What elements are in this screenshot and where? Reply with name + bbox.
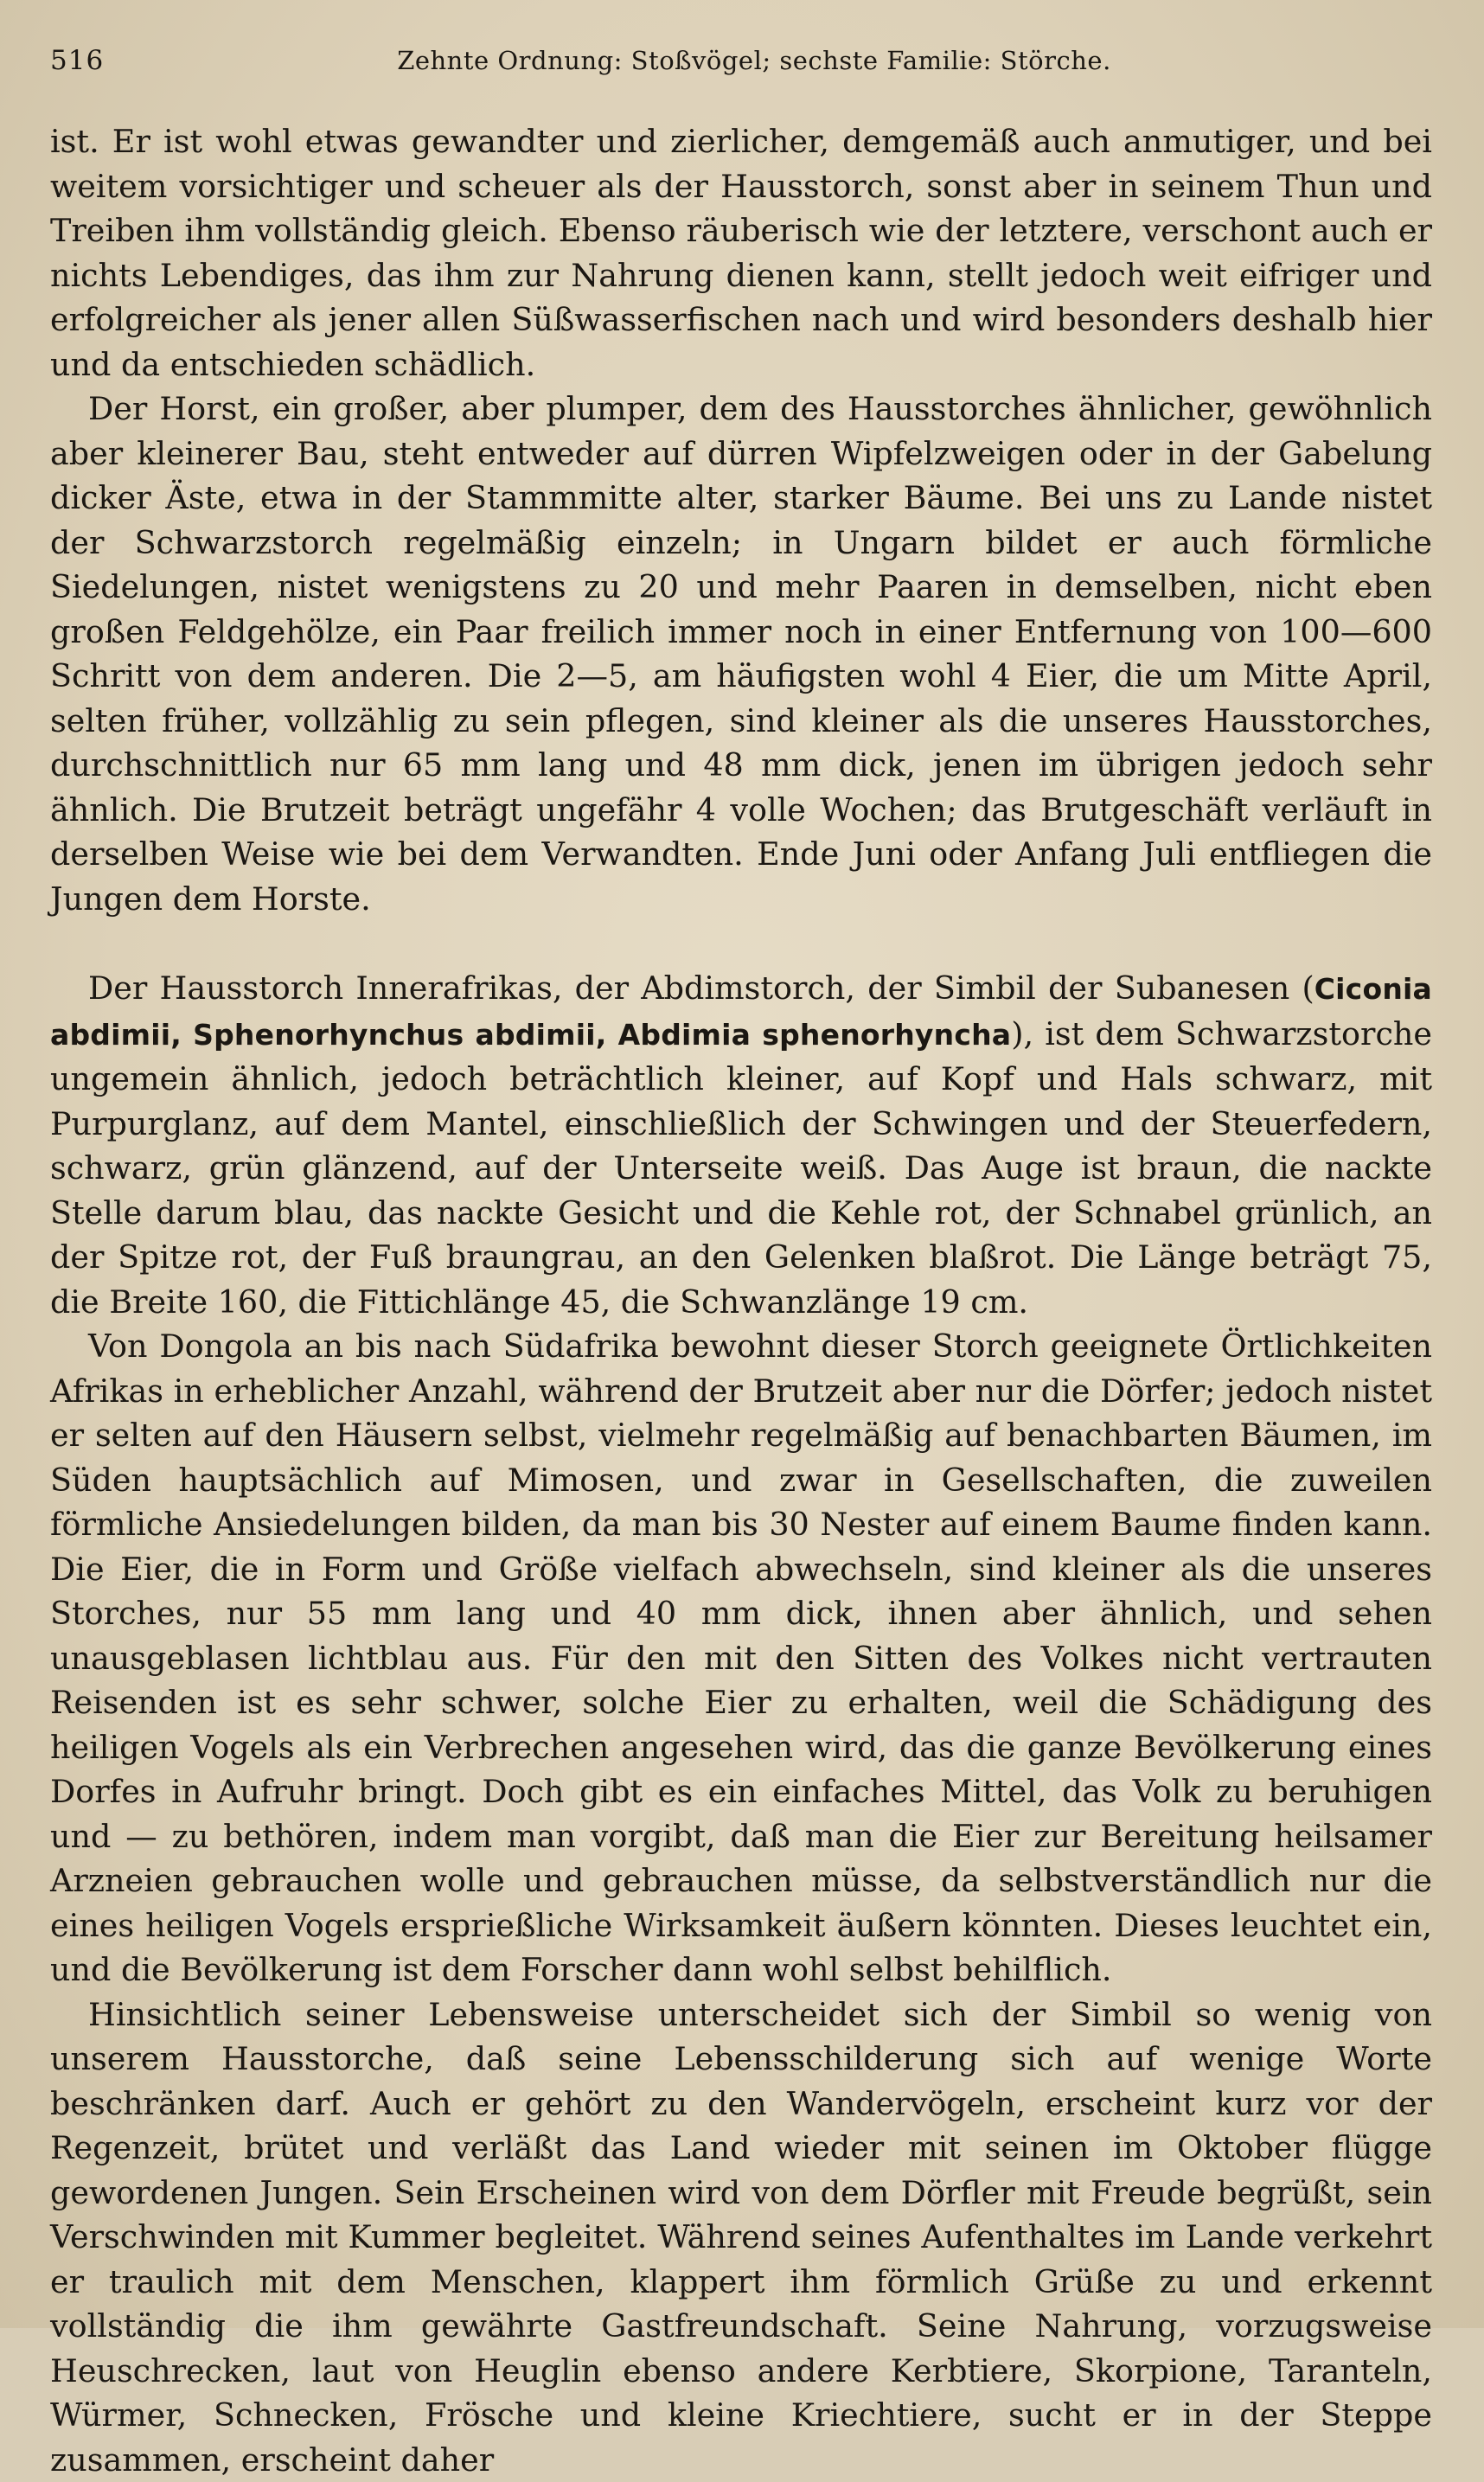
text-segment: ), ist dem Schwarzstorche ungemein ähnlich, jedoch beträchtlich kleiner, auf Kopf und Hals schwarz, mit Purpurglanz, auf dem Mantel, einschließlich der Schwingen und der Steuerfedern, schwarz, grün glänzend, auf der Unterseite weiß. Das Auge ist braun, die nackte Stelle darum blau, das nackte Gesicht und die Kehle rot, der Schnabel grünlich, an der Spitze rot, der Fuß braungrau, an den Gelenken blaßrot. Die Länge beträgt 75, die Breite 160, die Fittichlänge 45, die Schwanzlänge 19 cm. [50,1015,1432,1321]
paragraph-distribution: Von Dongola an bis nach Südafrika bewohnt dieser Storch geeignete Örtlichkeiten Afrikas in erheblicher Anzahl, während der Brutzeit aber nur die Dörfer; jedoch nistet er selten auf den Häusern selbst, vielmehr regelmäßig auf benachbarten Bäumen, im Süden hauptsächlich auf Mimosen, und zwar in Gesellschaften, die zuweilen förmliche Ansiedelungen bilden, da man bis 30 Nester auf einem Baume finden kann. Die Eier, die in Form und Größe vielfach abwechseln, sind kleiner als die unseres Storches, nur 55 mm lang und 40 mm dick, ihnen aber ähnlich, und sehen unausgeblasen lichtblau aus. Für den mit den Sitten des Volkes nicht vertrauten Reisenden ist es sehr schwer, solche Eier zu erhalten, weil die Schädigung des heiligen Vogels als ein Verbrechen angesehen wird, das die ganze Bevölkerung eines Dorfes in Aufruhr bringt. Doch gibt es ein einfaches Mittel, das Volk zu beruhigen und — zu bethören, indem man vorgibt, daß man die Eier zur Bereitung heilsamer Arzneien gebrauchen wolle und gebrauchen müsse, da selbstverständlich nur die eines heiligen Vogels ersprießliche Wirksamkeit äußern könnten. Dieses leuchtet ein, und die Bevölkerung ist dem Forscher dann wohl selbst behilflich. [50,1324,1432,1993]
running-title: Zehnte Ordnung: Stoßvögel; sechste Familie: Störche. [154,46,1432,75]
body-text [50,119,1432,2482]
scientific-names: Ciconia abdimii, Sphenorhynchus abdimii, Abdimia sphenorhyncha [50,972,1432,1052]
text-segment: Der Hausstorch Innerafrikas, der Abdimstorch, der Simbil der Subanesen ( [88,969,1314,1007]
paragraph-nest: Der Horst, ein großer, aber plumper, dem des Hausstorches ähnlicher, gewöhnlich aber kleinerer Bau, steht entweder auf dürren Wipfelzweigen oder in der Gabelung dicker Äste, etwa in der Stammmitte alter, starker Bäume. Bei uns zu Lande nistet der Schwarzstorch regelmäßig einzeln; in Ungarn bildet er auch förmliche Siedelungen, nistet wenigstens zu 20 und mehr Paaren in demselben, nicht eben großen Feldgehölze, ein Paar freilich immer noch in einer Entfernung von 100—600 Schritt von dem anderen. Die 2—5, am häufigsten wohl 4 Eier, die um Mitte April, selten früher, vollzählig zu sein pflegen, sind kleiner als die unseres Hausstorches, durchschnittlich nur 65 mm lang und 48 mm dick, jenen im übrigen jedoch sehr ähnlich. Die Brutzeit beträgt ungefähr 4 volle Wochen; das Brutgeschäft verläuft in derselben Weise wie bei dem Verwandten. Ende Juni oder Anfang Juli entfliegen die Jungen dem Horste. [50,387,1432,921]
running-header [50,45,1432,93]
paragraph-continuation: ist. Er ist wohl etwas gewandter und zierlicher, demgemäß auch anmutiger, und bei weitem vorsichtiger und scheuer als der Hausstorch, sonst aber in seinem Thun und Treiben ihm vollständig gleich. Ebenso räuberisch wie der letztere, verschont auch er nichts Lebendiges, das ihm zur Nahrung dienen kann, stellt jedoch weit eifriger und erfolgreicher als jener allen Süßwasserfischen nach und wird besonders deshalb hier und da entschieden schädlich. [50,119,1432,387]
paragraph-behavior: Hinsichtlich seiner Lebensweise unterscheidet sich der Simbil so wenig von unserem Hausstorche, daß seine Lebensschilderung sich auf wenige Worte beschränken darf. Auch er gehört zu den Wandervögeln, erscheint kurz vor der Regenzeit, brütet und verläßt das Land wieder mit seinen im Oktober flügge gewordenen Jungen. Sein Erscheinen wird von dem Dörfler mit Freude begrüßt, sein Verschwinden mit Kummer begleitet. Während seines Aufenthaltes im Lande verkehrt er traulich mit dem Menschen, klappert ihm förmlich Grüße zu und erkennt vollständig die ihm gewährte Gastfreundschaft. Seine Nahrung, vorzugsweise Heuschrecken, laut von Heuglin ebenso andere Kerbtiere, Skorpione, Taranteln, Würmer, Schnecken, Frösche und kleine Kriechtiere, sucht er in der Steppe zusammen, erscheint daher [50,1993,1432,2482]
page-number: 516 [50,45,154,76]
paragraph-abdim-stork-description [50,966,1432,1324]
